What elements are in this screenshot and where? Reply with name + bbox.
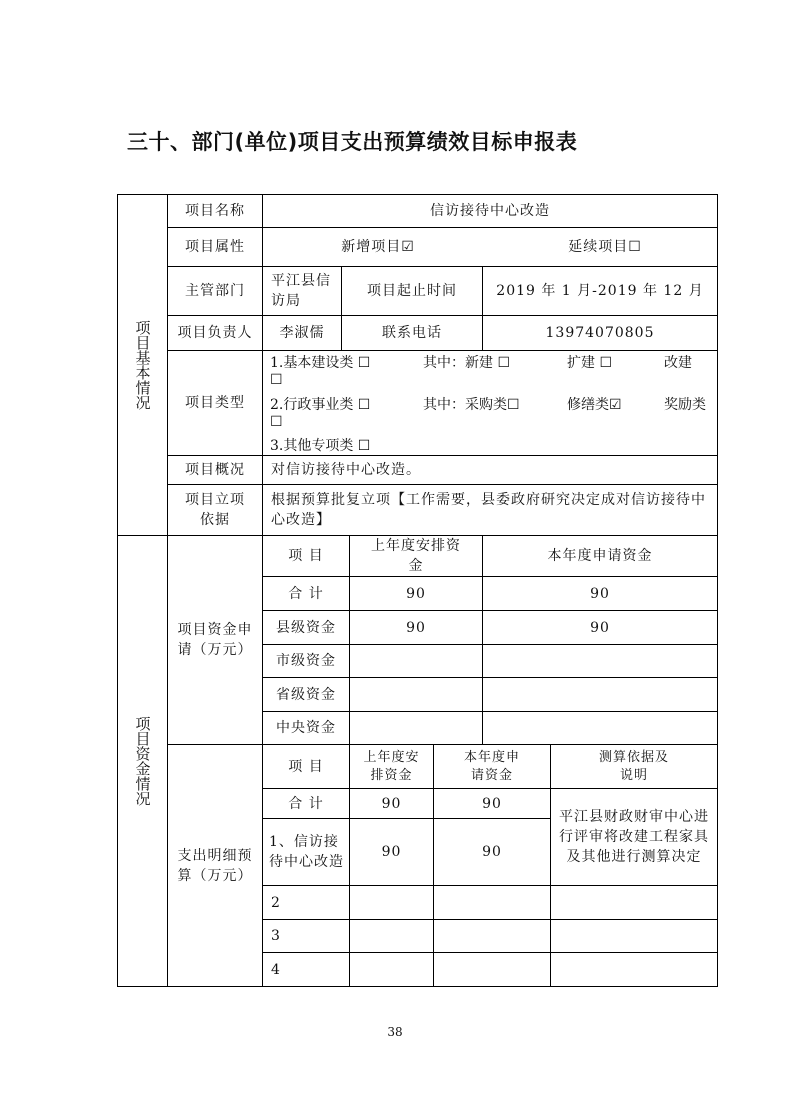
type-label: 项目类型 [185, 395, 245, 411]
section-basic-label: 项目基本情况 [133, 320, 152, 410]
type-line1-b: 其中：新建 ☐ [423, 355, 511, 371]
type-line3: 3.其他专项类 ☐ [270, 438, 371, 454]
detail-row-this: 90 [482, 795, 502, 812]
period-label: 项目起止时间 [367, 283, 457, 299]
type-line2-a: 2.行政事业类 ☐ [270, 397, 371, 413]
d-col-this: 本年度申请资金 [463, 749, 520, 783]
name-value: 信访接待中心改造 [430, 203, 550, 219]
type-line2-d: 奖励类 [664, 397, 706, 413]
d-col-basis: 测算依据及说明 [598, 749, 669, 783]
col-last-year: 上年度安排资金 [371, 538, 461, 574]
dept-value: 平江县信访局 [271, 273, 331, 309]
fund-row-label: 中央资金 [276, 720, 336, 736]
detail-row-label: 1、信访接待中心改造 [269, 834, 344, 870]
type-line1-a: 1.基本建设类 ☐ [270, 355, 371, 371]
type-line2-cont: ☐ [270, 414, 283, 430]
fund-row-label: 市级资金 [276, 653, 336, 669]
owner-label: 项目负责人 [177, 325, 253, 341]
attr-label: 项目属性 [185, 239, 245, 255]
d-col-item: 项 目 [288, 758, 324, 775]
type-line1-d: 改建 [664, 355, 692, 371]
basis-label: 项目立项依据 [185, 492, 245, 528]
attr-new-checkbox: 新增项目☑ [341, 239, 415, 255]
phone-label: 联系电话 [382, 325, 442, 341]
overview-value: 对信访接待中心改造。 [271, 462, 421, 478]
detail-row-label: 4 [271, 961, 281, 978]
type-line2-b: 其中：采购类☐ [423, 397, 520, 413]
page-number: 38 [387, 1025, 403, 1039]
page-title: 三十、部门(单位)项目支出预算绩效目标申报表 [127, 130, 578, 154]
fund-row-last: 90 [406, 585, 426, 602]
attr-cont-checkbox: 延续项目☐ [568, 239, 642, 255]
basis-value: 根据预算批复立项【工作需要，县委政府研究决定成对信访接待中心改造】 [271, 492, 706, 528]
detail-row-last: 90 [381, 844, 402, 860]
name-label: 项目名称 [185, 203, 245, 219]
detail-row-label: 合 计 [288, 795, 324, 812]
fund-row-last: 90 [406, 619, 426, 636]
col-item: 项 目 [288, 548, 324, 564]
d-basis-value: 平江县财政财审中心进行评审将改建工程家具及其他进行测算决定 [559, 809, 709, 865]
fund-row-this: 90 [590, 585, 610, 602]
type-line1-c: 扩建 ☐ [567, 355, 613, 371]
detail-row-last: 90 [381, 795, 402, 812]
owner-value: 李淑儒 [279, 325, 325, 341]
type-line1-cont: ☐ [270, 372, 283, 388]
detail-row-label: 3 [271, 928, 281, 944]
dept-label: 主管部门 [185, 283, 245, 299]
phone-value: 13974070805 [545, 325, 655, 341]
fund-row-label: 县级资金 [276, 619, 336, 636]
detail-row-this: 90 [482, 844, 502, 860]
section-funds-label: 项目资金情况 [133, 716, 152, 806]
apply-label: 项目资金申请（万元） [177, 622, 253, 658]
overview-label: 项目概况 [185, 462, 245, 478]
fund-row-label: 合 计 [288, 585, 324, 602]
fund-row-label: 省级资金 [276, 686, 336, 703]
period-value: 2019 年 1 月-2019 年 12 月 [496, 283, 704, 299]
col-this-year: 本年度申请资金 [547, 548, 653, 564]
d-col-last: 上年度安排资金 [363, 749, 420, 783]
detail-label: 支出明细预算（万元） [177, 847, 253, 884]
fund-row-this: 90 [590, 619, 610, 636]
type-line2-c: 修缮类☑ [567, 397, 622, 413]
detail-row-label: 2 [271, 894, 281, 911]
